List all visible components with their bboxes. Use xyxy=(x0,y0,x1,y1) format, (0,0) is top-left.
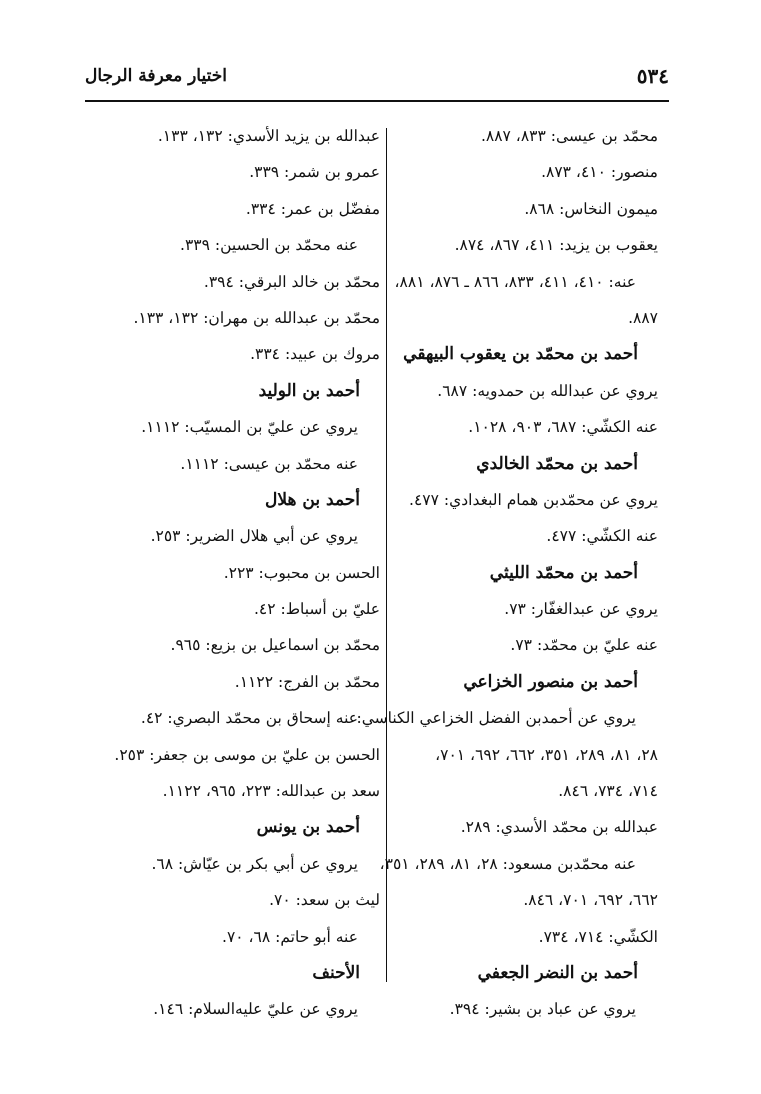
entry-line: عنه محمّد بن عيسى: ١١١٢. xyxy=(180,454,358,473)
entry-line: يروي عن عليّ عليه‌السلام: ١٤٦. xyxy=(153,1000,358,1019)
entry-line: يروي عن عباد بن بشير: ٣٩٤. xyxy=(449,1000,636,1019)
page-number: ٥٣٤ xyxy=(636,64,669,88)
entry-line: عليّ بن أسباط: ٤٢. xyxy=(253,600,380,619)
header-rule xyxy=(85,100,669,102)
entry-line: ليث بن سعد: ٧٠. xyxy=(269,891,380,910)
entry-line: عنه الكشّي: ٦٨٧، ٩٠٣، ١٠٢٨. xyxy=(468,418,658,437)
entry-line: يروي عن عبدالله بن حمدويه: ٦٨٧. xyxy=(437,381,658,400)
entry-line: ٦٦٢، ٦٩٢، ٧٠١، ٨٤٦. xyxy=(523,891,658,910)
entry-line: محمّد بن خالد البرقي: ٣٩٤. xyxy=(203,272,380,291)
entry-line: ٢٨، ٨١، ٢٨٩، ٣٥١، ٦٦٢، ٦٩٢، ٧٠١، xyxy=(435,745,658,764)
entry-heading: أحمد بن يونس xyxy=(256,817,360,838)
entry-heading: أحمد بن الوليد xyxy=(258,380,360,401)
entry-line: ٨٨٧. xyxy=(628,308,658,327)
entry-heading: أحمد بن منصور الخزاعي xyxy=(463,671,638,692)
entry-line: عنه إسحاق بن محمّد البصري: ٤٢. xyxy=(140,709,358,728)
entry-line: محمّد بن اسماعيل بن بزيع: ٩٦٥. xyxy=(170,636,380,655)
entry-line: يروي عن عليّ بن المسيّب: ١١١٢. xyxy=(141,418,358,437)
entry-line: محمّد بن عبدالله بن مهران: ١٣٢، ١٣٣. xyxy=(133,308,380,327)
entry-line: الحسن بن عليّ بن موسى بن جعفر: ٢٥٣. xyxy=(114,745,380,764)
entry-heading: أحمد بن النضر الجعفي xyxy=(477,962,638,983)
left-column xyxy=(114,118,380,1028)
entry-line: محمّد بن الفرج: ١١٢٢. xyxy=(234,672,380,691)
book-title: اختيار معرفة الرجال xyxy=(85,66,227,86)
entry-line: يروي عن محمّدبن همام البغدادي: ٤٧٧. xyxy=(409,490,658,509)
right-column xyxy=(356,118,658,1028)
entry-heading: أحمد بن محمّد الخالدي xyxy=(476,453,638,474)
entry-line: عبدالله بن يزيد الأسدي: ١٣٢، ١٣٣. xyxy=(157,127,380,145)
entry-line: سعد بن عبدالله: ٢٢٣، ٩٦٥، ١١٢٢. xyxy=(162,782,380,801)
entry-line: عنه أبو حاتم: ٦٨، ٧٠. xyxy=(222,927,358,946)
entry-line: محمّد بن عيسى: ٨٣٣، ٨٨٧. xyxy=(480,127,658,145)
entry-line: عنه الكشّي: ٤٧٧. xyxy=(546,527,658,546)
entry-line: ميمون النخاس: ٨٦٨. xyxy=(524,199,658,218)
entry-heading: أحمد بن محمّد بن يعقوب البيهقي xyxy=(403,344,638,365)
entry-heading: أحمد بن هلال xyxy=(265,489,360,510)
entry-line: يروي عن أبي هلال الضرير: ٢٥٣. xyxy=(150,527,358,546)
page-header xyxy=(85,64,669,98)
entry-line: عمرو بن شمر: ٣٣٩. xyxy=(249,163,380,182)
entry-line: يروي عن أبي بكر بن عيّاش: ٦٨. xyxy=(151,854,358,873)
entry-line: يروي عن أحمدبن الفضل الخزاعي الكناسي: xyxy=(356,709,636,728)
entry-line: يعقوب بن يزيد: ٤١١، ٨٦٧، ٨٧٤. xyxy=(454,236,658,255)
entry-line: يروي عن عبدالغفّار: ٧٣. xyxy=(504,600,658,619)
entry-line: عنه محمّدبن مسعود: ٢٨، ٨١، ٢٨٩، ٣٥١، xyxy=(379,854,636,873)
entry-line: الحسن بن محبوب: ٢٢٣. xyxy=(223,563,380,582)
entry-line: عنه: ٤١٠، ٤١١، ٨٣٣، ٨٦٦ ـ ٨٧٦، ٨٨١، xyxy=(394,272,636,291)
entry-heading: أحمد بن محمّد الليثي xyxy=(489,562,638,583)
entry-line: مروك بن عبيد: ٣٣٤. xyxy=(250,345,380,364)
entry-line: عنه محمّد بن الحسين: ٣٣٩. xyxy=(180,236,358,255)
entry-line: عنه عليّ بن محمّد: ٧٣. xyxy=(510,636,658,655)
entry-line: مفضّل بن عمر: ٣٣٤. xyxy=(245,199,380,218)
entry-heading: الأحنف xyxy=(312,962,360,983)
entry-line: الكشّي: ٧١٤، ٧٣٤. xyxy=(538,927,658,946)
entry-line: منصور: ٤١٠، ٨٧٣. xyxy=(541,163,658,182)
entry-line: عبدالله بن محمّد الأسدي: ٢٨٩. xyxy=(460,818,658,837)
entry-line: ٧١٤، ٧٣٤، ٨٤٦. xyxy=(558,782,658,801)
